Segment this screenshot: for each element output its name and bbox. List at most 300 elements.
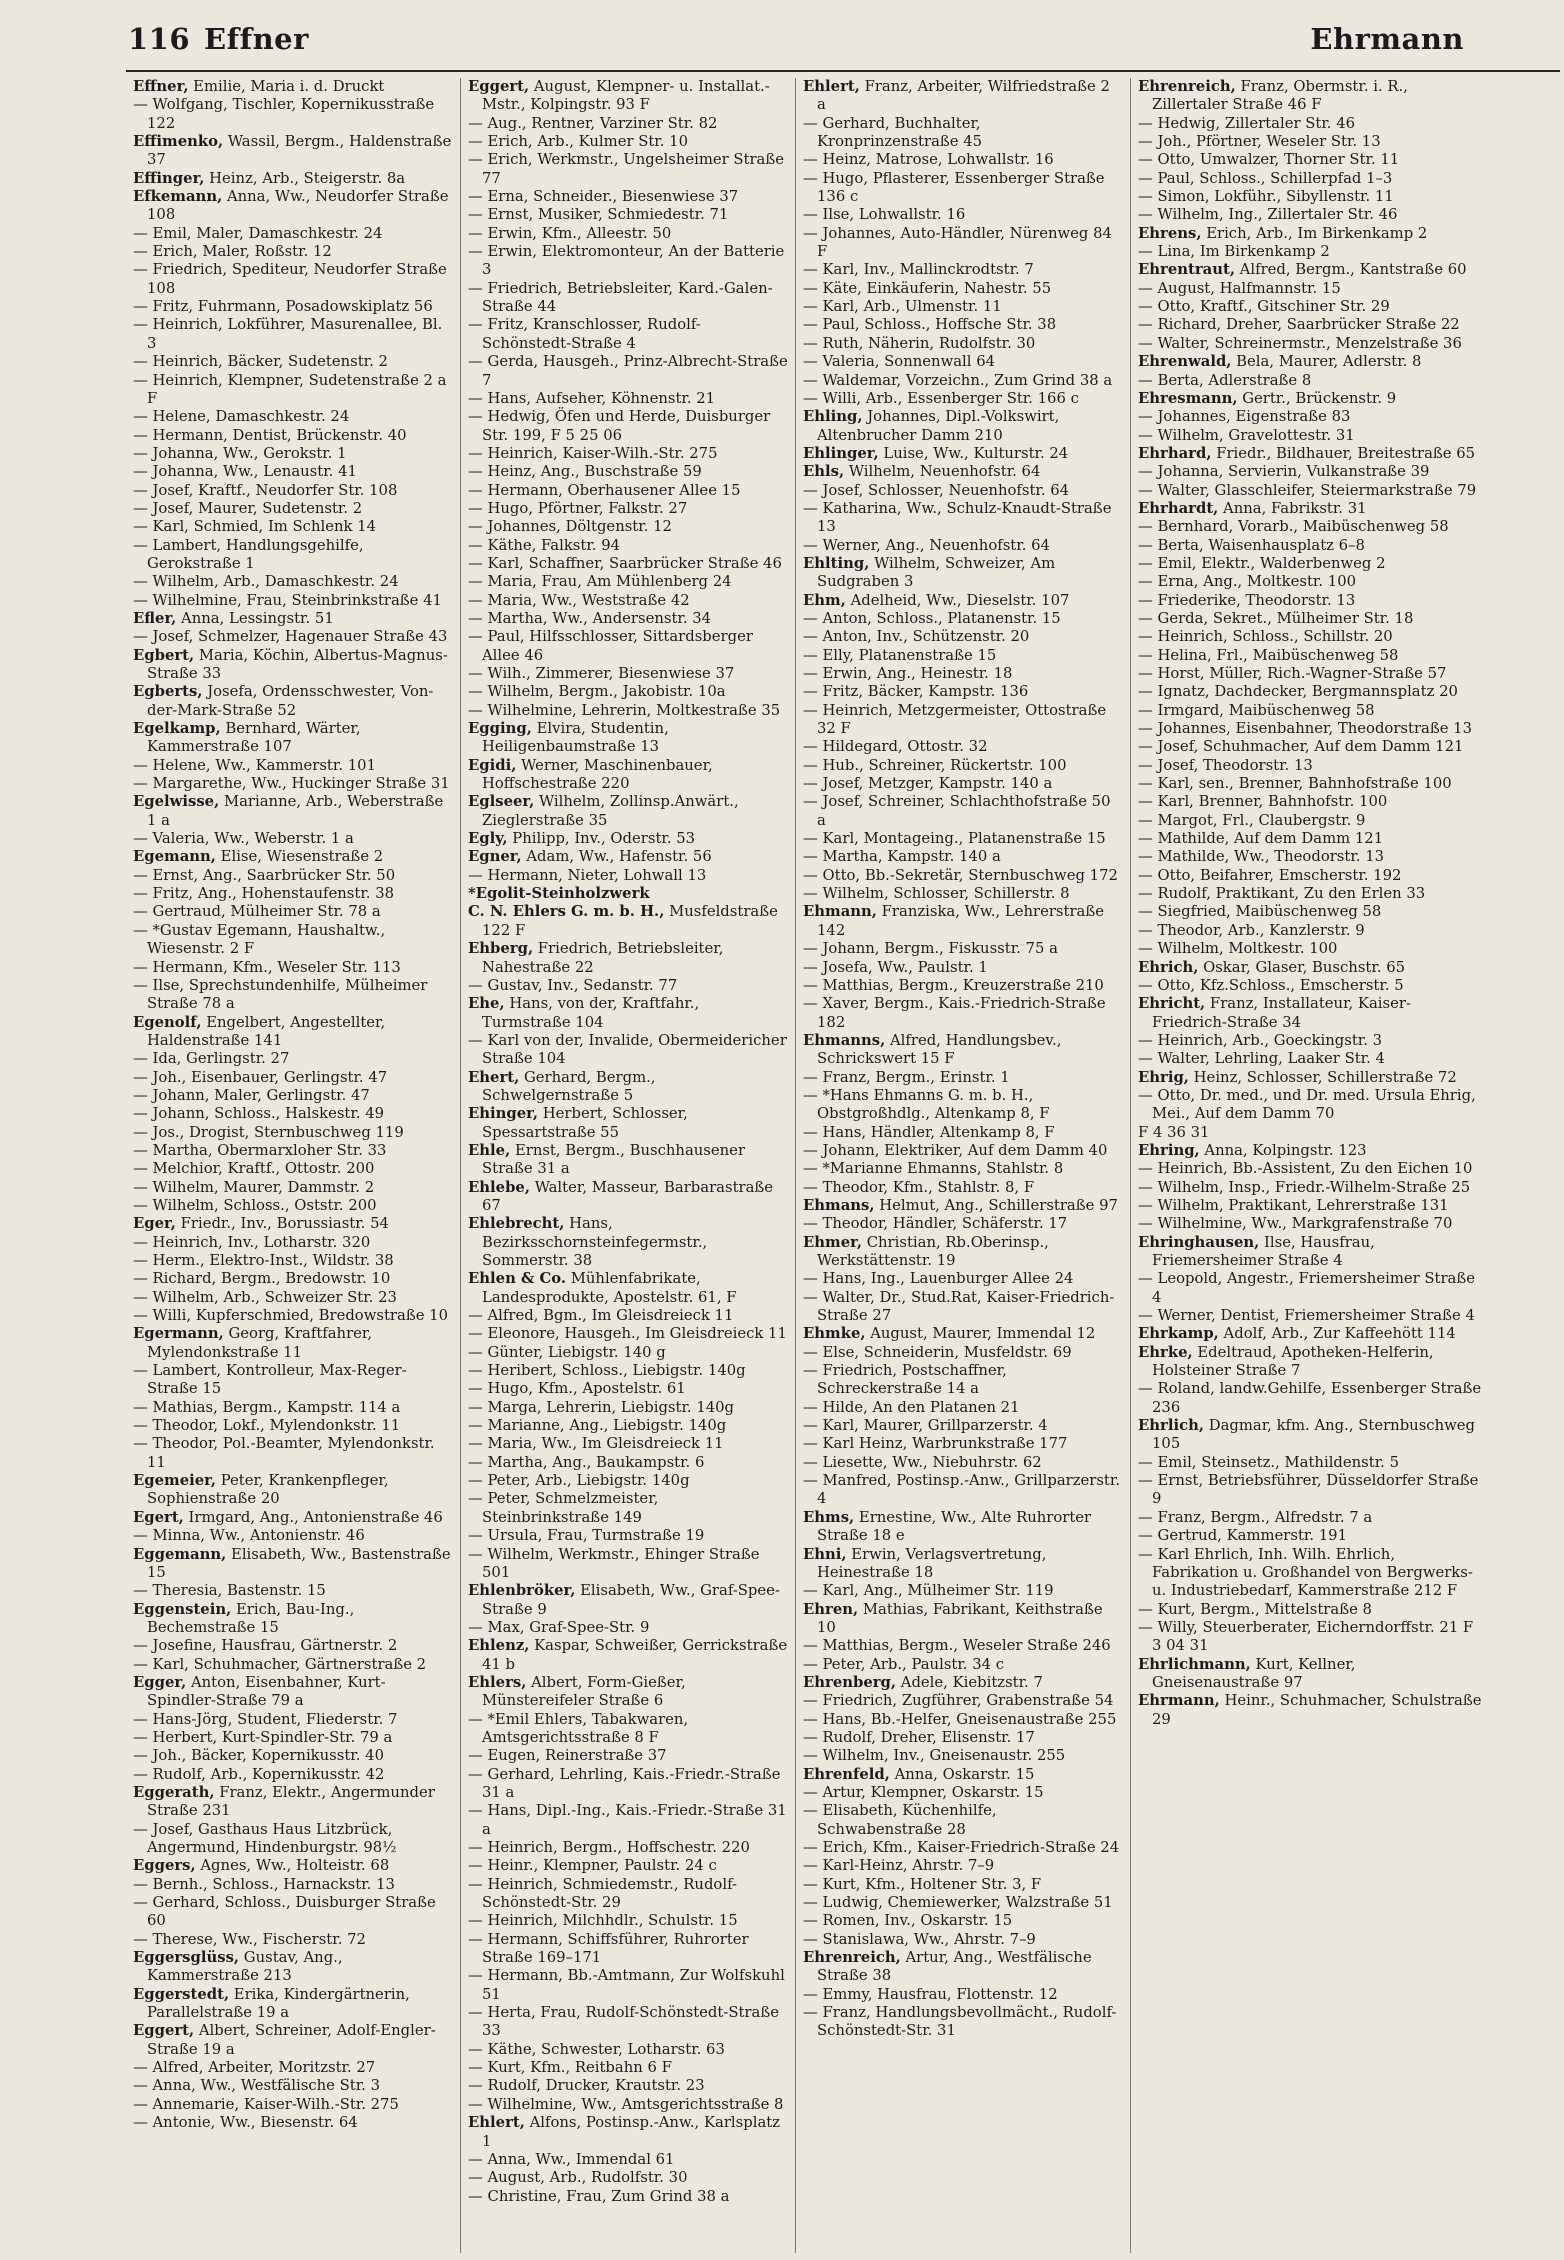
entry-details: — Berta, Waisenhausplatz 6–8 bbox=[1138, 536, 1365, 554]
directory-entry bbox=[468, 1527, 788, 1545]
directory-entry bbox=[133, 1472, 453, 1509]
entry-details: Erwin, Verlagsvertretung, Heinestraße 18 bbox=[817, 1545, 1047, 1581]
entry-details: — Berta, Adlerstraße 8 bbox=[1138, 371, 1312, 389]
entry-details: — Karl, Montageing., Platanenstraße 15 bbox=[803, 830, 1106, 848]
directory-entry bbox=[468, 2169, 788, 2187]
directory-entry bbox=[1138, 243, 1484, 261]
entry-details: — Josef, Maurer, Sudetenstr. 2 bbox=[133, 499, 363, 517]
entry-surname: Ehmans, bbox=[803, 1196, 875, 1214]
entry-details: — Eugen, Reinerstraße 37 bbox=[468, 1747, 667, 1765]
directory-entry bbox=[1138, 353, 1484, 371]
directory-entry bbox=[133, 1087, 453, 1105]
directory-entry bbox=[1138, 280, 1484, 298]
directory-entry bbox=[133, 1307, 453, 1325]
entry-surname: Ehling, bbox=[803, 408, 863, 426]
directory-entry bbox=[803, 959, 1123, 977]
directory-entry bbox=[1138, 1656, 1484, 1693]
entry-details: Alfred, Handlungsbev., Schrickswert 15 F bbox=[817, 1031, 1062, 1068]
entry-surname: Effner, bbox=[133, 78, 189, 95]
entry-details: — Mathilde, Ww., Theodorstr. 13 bbox=[1138, 848, 1385, 866]
directory-entry bbox=[803, 1197, 1123, 1215]
entry-details: — Hermann, Nieter, Lohwall 13 bbox=[468, 866, 707, 884]
entry-details: — Martha, Ww., Andersenstr. 34 bbox=[468, 609, 712, 627]
entry-details: — Fritz, Kranschlosser, Rudolf-Schönstedt-Straße 4 bbox=[468, 316, 701, 352]
entry-details: — Ruth, Näherin, Rudolfstr. 30 bbox=[803, 334, 1036, 352]
entry-surname: Ehberg, bbox=[468, 940, 534, 958]
entry-details: — Heinrich, Schloss., Schillstr. 20 bbox=[1138, 628, 1393, 646]
entry-surname: Ehrich, bbox=[1138, 958, 1199, 976]
entry-details: — Erna, Ang., Moltkestr. 100 bbox=[1138, 573, 1357, 591]
directory-entry bbox=[468, 280, 788, 317]
directory-entry bbox=[468, 940, 788, 977]
entry-details: — Johann, Elektriker, Auf dem Damm 40 bbox=[803, 1141, 1108, 1159]
directory-entry bbox=[468, 1637, 788, 1674]
directory-entry bbox=[1138, 1527, 1484, 1545]
entry-details: Elisabeth, Ww., Bastenstraße 15 bbox=[147, 1545, 451, 1581]
directory-entry bbox=[468, 1380, 788, 1398]
entry-details: Oskar, Glaser, Buschstr. 65 bbox=[1198, 958, 1406, 976]
entry-details: — Erna, Schneider., Biesenwiese 37 bbox=[468, 188, 739, 206]
entry-details: — Hermann, Oberhausener Allee 15 bbox=[468, 481, 741, 499]
directory-entry bbox=[133, 1674, 453, 1711]
directory-entry bbox=[133, 1399, 453, 1417]
directory-entry bbox=[1138, 500, 1484, 518]
entry-details: — Emil, Steinsetz., Mathildenstr. 5 bbox=[1138, 1453, 1399, 1471]
directory-entry bbox=[133, 1417, 453, 1435]
entry-surname: Ehms, bbox=[803, 1508, 855, 1526]
directory-entry bbox=[133, 1105, 453, 1123]
directory-entry bbox=[133, 922, 453, 959]
directory-entry bbox=[1138, 573, 1484, 591]
directory-entry bbox=[468, 1490, 788, 1527]
directory-entry bbox=[803, 1546, 1123, 1583]
directory-entry bbox=[468, 1417, 788, 1435]
directory-entry bbox=[803, 1142, 1123, 1160]
entry-details: — Wilhelm, Schloss., Oststr. 200 bbox=[133, 1196, 377, 1214]
entry-details: Heinz, Schlosser, Schillerstraße 72 bbox=[1188, 1068, 1457, 1086]
entry-details: — Wilhelm, Ing., Zillertaler Str. 46 bbox=[1138, 206, 1398, 224]
entry-details: Friedr., Inv., Borussiastr. 54 bbox=[175, 1215, 389, 1233]
entry-details: — Friedrich, Zugführer, Grabenstraße 54 bbox=[803, 1692, 1114, 1710]
entry-details: — Karl, Schmied, Im Schlenk 14 bbox=[133, 518, 376, 536]
entry-surname: Ehlert, bbox=[803, 78, 860, 95]
directory-entry bbox=[133, 830, 453, 848]
directory-entry bbox=[1138, 1307, 1484, 1325]
directory-entry bbox=[468, 1454, 788, 1472]
directory-entry bbox=[803, 115, 1123, 152]
entry-details: — Otto, Kfz.Schloss., Emscherstr. 5 bbox=[1138, 976, 1404, 994]
directory-entry bbox=[133, 537, 453, 574]
directory-entry bbox=[468, 445, 788, 463]
page-header-left bbox=[128, 22, 309, 56]
entry-details: — Wilhelm, Inv., Gneisenaustr. 255 bbox=[803, 1747, 1066, 1765]
entry-details: — Hugo, Kfm., Apostelstr. 61 bbox=[468, 1380, 686, 1398]
entry-surname: Egemann, bbox=[133, 848, 216, 866]
entry-details: — Emil, Elektr., Walderbenweg 2 bbox=[1138, 554, 1386, 572]
entry-details: — Maria, Ww., Im Gleisdreieck 11 bbox=[468, 1435, 724, 1453]
directory-entry bbox=[1138, 1509, 1484, 1527]
entry-details: — Hans, Ing., Lauenburger Allee 24 bbox=[803, 1270, 1074, 1288]
entry-details: — Lambert, Kontrolleur, Max-Reger-Straße 15 bbox=[133, 1362, 407, 1398]
entry-details: — Karl, Brenner, Bahnhofstr. 100 bbox=[1138, 793, 1388, 811]
directory-entry bbox=[468, 1032, 788, 1069]
directory-entry bbox=[1138, 1380, 1484, 1417]
entry-details: — Wolfgang, Tischler, Kopernikusstraße 122 bbox=[133, 96, 435, 132]
directory-entry bbox=[133, 316, 453, 353]
directory-entry bbox=[468, 1270, 788, 1307]
column-4 bbox=[1131, 78, 1491, 2253]
directory-entry bbox=[468, 1362, 788, 1380]
entry-details: — Liesette, Ww., Niebuhrstr. 62 bbox=[803, 1453, 1042, 1471]
directory-entry bbox=[803, 1160, 1123, 1178]
directory-entry bbox=[1138, 372, 1484, 390]
entry-details: — Karl-Heinz, Ahrstr. 7–9 bbox=[803, 1857, 995, 1875]
directory-entry bbox=[133, 573, 453, 591]
entry-details: Bernhard, Wärter, Kammerstraße 107 bbox=[147, 720, 361, 756]
directory-entry bbox=[1138, 463, 1484, 481]
directory-entry bbox=[468, 1766, 788, 1803]
entry-surname: Ehringhausen, bbox=[1138, 1233, 1260, 1251]
directory-entry bbox=[133, 261, 453, 298]
entry-details: Gerhard, Bergm., Schwelgernstraße 5 bbox=[482, 1068, 656, 1104]
directory-entry bbox=[133, 372, 453, 409]
entry-details: — Valeria, Ww., Weberstr. 1 a bbox=[133, 830, 354, 848]
entry-details: — Matthias, Bergm., Kreuzerstraße 210 bbox=[803, 976, 1104, 994]
directory-entry bbox=[1138, 647, 1484, 665]
entry-details: — Wilhelm, Bergm., Jakobistr. 10a bbox=[468, 683, 726, 701]
entry-surname: Ehresmann, bbox=[1138, 389, 1238, 407]
entry-details: — Hedwig, Öfen und Herde, Duisburger Str. 199, F 5 25 06 bbox=[468, 408, 771, 444]
directory-entry bbox=[468, 537, 788, 555]
entry-surname: Ehlert, bbox=[468, 2114, 525, 2132]
directory-entry bbox=[133, 867, 453, 885]
entry-details: — August, Arb., Rudolfstr. 30 bbox=[468, 2169, 688, 2187]
entry-details: — Karl von der, Invalide, Obermeidericher Straße 104 bbox=[468, 1031, 787, 1068]
directory-entry bbox=[468, 1105, 788, 1142]
entry-details: Josefa, Ordensschwester, Von-der-Mark-Straße 52 bbox=[147, 683, 434, 719]
directory-entry bbox=[1138, 133, 1484, 151]
entry-details: — *Hans Ehmanns G. m. b. H., Obstgroßhdlg., Altenkamp 8, F bbox=[803, 1086, 1050, 1123]
entry-details: — Theodor, Händler, Schäferstr. 17 bbox=[803, 1215, 1068, 1233]
directory-entry bbox=[803, 1325, 1123, 1343]
entry-details: Mathias, Fabrikant, Keithstraße 10 bbox=[817, 1600, 1103, 1636]
entry-details: — Minna, Ww., Antonienstr. 46 bbox=[133, 1527, 365, 1545]
directory-entry bbox=[468, 665, 788, 683]
directory-entry bbox=[468, 206, 788, 224]
entry-details: — Otto, Bb.-Sekretär, Sternbuschweg 172 bbox=[803, 866, 1118, 884]
directory-entry bbox=[1138, 408, 1484, 426]
entry-details: — Hugo, Pförtner, Falkstr. 27 bbox=[468, 499, 688, 517]
entry-details: — Theodor, Pol.-Beamter, Mylendonkstr. 11 bbox=[133, 1435, 435, 1471]
entry-details: — Theodor, Kfm., Stahlstr. 8, F bbox=[803, 1178, 1035, 1196]
entry-surname: Egelkamp, bbox=[133, 720, 221, 738]
entry-details: — Richard, Bergm., Bredowstr. 10 bbox=[133, 1270, 391, 1288]
directory-entry bbox=[468, 628, 788, 665]
entry-details: — Gertraud, Mülheimer Str. 78 a bbox=[133, 903, 381, 921]
column-1 bbox=[126, 78, 461, 2253]
entry-surname: Ehmann, bbox=[803, 903, 877, 921]
entry-details: — Heinrich, Bb.-Assistent, Zu den Eichen 10 bbox=[1138, 1160, 1473, 1178]
directory-entry bbox=[803, 628, 1123, 646]
entry-details: Johannes, Dipl.-Volkswirt, Altenbrucher Damm 210 bbox=[817, 408, 1060, 444]
directory-entry bbox=[1138, 555, 1484, 573]
entry-details: — Ignatz, Dachdecker, Bergmannsplatz 20 bbox=[1138, 683, 1458, 701]
directory-entry bbox=[468, 2151, 788, 2169]
entry-details: Adele, Kiebitzstr. 7 bbox=[896, 1673, 1043, 1691]
entry-details: — Helina, Frl., Maibüschenweg 58 bbox=[1138, 646, 1399, 664]
directory-entry bbox=[1138, 683, 1484, 701]
entry-details: — Herm., Elektro-Inst., Wildstr. 38 bbox=[133, 1252, 394, 1269]
entry-details: Hans, von der, Kraftfahr., Turmstraße 104 bbox=[482, 995, 700, 1031]
entry-details: — Walter, Schreinermstr., Menzelstraße 36 bbox=[1138, 334, 1462, 352]
directory-entry bbox=[803, 738, 1123, 756]
entry-details: — Rudolf, Drucker, Krautstr. 23 bbox=[468, 2077, 705, 2095]
directory-entry bbox=[133, 977, 453, 1014]
directory-entry bbox=[1138, 592, 1484, 610]
entry-details: Erich, Bau-Ing., Bechemstraße 15 bbox=[147, 1600, 355, 1636]
entry-details: Franz, Arbeiter, Wilfriedstraße 2 a bbox=[817, 78, 1110, 114]
entry-details: — Heinrich, Lokführer, Masurenallee, Bl. 3 bbox=[133, 316, 443, 352]
directory-entry bbox=[468, 390, 788, 408]
entry-details: — Heinz, Ang., Buschstraße 59 bbox=[468, 463, 702, 481]
entry-surname: Ehmanns, bbox=[803, 1031, 886, 1049]
directory-entry bbox=[468, 903, 788, 940]
directory-entry bbox=[133, 1931, 453, 1949]
entry-details: — Rudolf, Dreher, Elisenstr. 17 bbox=[803, 1728, 1035, 1746]
entry-surname: Egger, bbox=[133, 1673, 187, 1691]
entry-surname: Ehrenreich, bbox=[803, 1949, 901, 1967]
page-header-right: Ehrmann bbox=[1310, 22, 1464, 56]
entry-details: — Willy, Steuerberater, Eicherndorffstr. 21 F 3 04 31 bbox=[1138, 1618, 1474, 1655]
entry-details: — Otto, Beifahrer, Emscherstr. 192 bbox=[1138, 866, 1402, 884]
directory-entry bbox=[803, 903, 1123, 940]
directory-entry bbox=[468, 2096, 788, 2114]
directory-entry bbox=[803, 225, 1123, 262]
entry-details: — Fritz, Fuhrmann, Posadowskiplatz 56 bbox=[133, 298, 433, 316]
entry-surname: Ehrentraut, bbox=[1138, 261, 1235, 279]
entry-details: — Hans, Dipl.-Ing., Kais.-Friedr.-Straße 31 a bbox=[468, 1802, 787, 1838]
entry-details: — Walter, Dr., Stud.Rat, Kaiser-Friedrich-Straße 27 bbox=[803, 1288, 1115, 1325]
directory-entry bbox=[133, 408, 453, 426]
entry-details: — Antonie, Ww., Biesenstr. 64 bbox=[133, 2114, 358, 2132]
entry-details: — Bernh., Schloss., Harnackstr. 13 bbox=[133, 1875, 395, 1893]
entry-surname: Efkemann, bbox=[133, 188, 223, 206]
entry-details: — Romen, Inv., Oskarstr. 15 bbox=[803, 1912, 1013, 1930]
entry-details: Wassil, Bergm., Haldenstraße 37 bbox=[147, 133, 452, 169]
entry-details: — Franz, Handlungsbevollmächt., Rudolf-Schönstedt-Str. 31 bbox=[803, 2004, 1117, 2040]
entry-details: — Josef, Gasthaus Haus Litzbrück, Angermund, Hindenburgstr. 98½ bbox=[133, 1820, 397, 1856]
entry-surname: Ehls, bbox=[803, 463, 845, 481]
entry-details: — Kurt, Kfm., Holtener Str. 3, F bbox=[803, 1875, 1042, 1893]
entry-details: Maria, Köchin, Albertus-Magnus-Straße 33 bbox=[147, 646, 448, 682]
entry-details: Adolf, Arb., Zur Kaffeehött 114 bbox=[1218, 1325, 1456, 1343]
directory-entry bbox=[468, 1472, 788, 1490]
directory-entry bbox=[468, 1857, 788, 1875]
directory-entry bbox=[1138, 298, 1484, 316]
entry-details: — Bernhard, Vorarb., Maibüschenweg 58 bbox=[1138, 518, 1449, 536]
entry-surname: Ehrenwald, bbox=[1138, 353, 1232, 371]
entry-details: — Ida, Gerlingstr. 27 bbox=[133, 1050, 290, 1068]
entry-details: Erika, Kindergärtnerin, Parallelstraße 19 a bbox=[147, 1985, 410, 2022]
entry-details: — Johann, Schloss., Halskestr. 49 bbox=[133, 1105, 385, 1123]
directory-entry bbox=[133, 1747, 453, 1765]
entry-details: Wilhelm, Neuenhofstr. 64 bbox=[844, 463, 1041, 481]
entry-details: — Irmgard, Maibüschenweg 58 bbox=[1138, 701, 1375, 719]
directory-entry bbox=[468, 1931, 788, 1968]
entry-details: Franz, Elektr., Angermunder Straße 231 bbox=[147, 1783, 435, 1820]
entry-details: Edeltraud, Apotheken-Helferin, Holsteiner Straße 7 bbox=[1152, 1343, 1434, 1380]
directory-entry bbox=[133, 1986, 453, 2023]
entry-details: — Melchior, Kraftf., Ottostr. 200 bbox=[133, 1160, 375, 1178]
directory-entry bbox=[1138, 206, 1484, 224]
directory-entry bbox=[133, 720, 453, 757]
directory-entry bbox=[133, 757, 453, 775]
entry-details: Heinr., Schuhmacher, Schulstraße 29 bbox=[1152, 1692, 1482, 1728]
directory-entry bbox=[1138, 1215, 1484, 1233]
directory-entry bbox=[803, 1674, 1123, 1692]
entry-details: Ilse, Hausfrau, Friemersheimer Straße 4 bbox=[1152, 1233, 1375, 1269]
entry-details: — Lambert, Handlungsgehilfe, Gerokstraße 1 bbox=[133, 536, 364, 572]
entry-details: Engelbert, Angestellter, Haldenstraße 141 bbox=[147, 1013, 386, 1049]
entry-details: — Mathias, Bergm., Kampstr. 114 a bbox=[133, 1398, 401, 1416]
entry-details: — Heinrich, Kaiser-Wilh.-Str. 275 bbox=[468, 444, 718, 462]
entry-surname: Eggemann, bbox=[133, 1545, 227, 1563]
directory-entry bbox=[468, 133, 788, 151]
entry-details: — Ilse, Sprechstundenhilfe, Mülheimer Straße 78 a bbox=[133, 976, 428, 1013]
directory-entry bbox=[803, 78, 1123, 115]
directory-entry bbox=[803, 1711, 1123, 1729]
directory-entry bbox=[803, 1124, 1123, 1142]
directory-entry bbox=[803, 757, 1123, 775]
entry-details: Gustav, Ang., Kammerstraße 213 bbox=[147, 1949, 343, 1985]
directory-entry bbox=[468, 2059, 788, 2077]
directory-entry bbox=[803, 463, 1123, 481]
entry-details: Dagmar, kfm. Ang., Sternbuschweg 105 bbox=[1152, 1417, 1475, 1453]
directory-entry bbox=[803, 555, 1123, 592]
directory-entry bbox=[803, 1601, 1123, 1638]
directory-entry bbox=[803, 1344, 1123, 1362]
entry-details: — Helene, Ww., Kammerstr. 101 bbox=[133, 756, 376, 774]
entry-details: — Matthias, Bergm., Weseler Straße 246 bbox=[803, 1637, 1111, 1655]
directory-entry bbox=[803, 2004, 1123, 2041]
directory-entry bbox=[468, 592, 788, 610]
entry-surname: C. N. Ehlers G. m. b. H., bbox=[468, 903, 665, 921]
entry-details: — Gustav, Inv., Sedanstr. 77 bbox=[468, 976, 678, 994]
entry-surname: Ehrlich, bbox=[1138, 1417, 1204, 1435]
entry-details: — Otto, Kraftf., Gitschiner Str. 29 bbox=[1138, 298, 1390, 316]
entry-details: — Max, Graf-Spee-Str. 9 bbox=[468, 1618, 650, 1636]
directory-entry bbox=[468, 1142, 788, 1179]
entry-details: — Theresia, Bastenstr. 15 bbox=[133, 1582, 326, 1600]
entry-surname: Ehren, bbox=[803, 1600, 859, 1618]
directory-entry bbox=[133, 1362, 453, 1399]
directory-entry bbox=[803, 1032, 1123, 1069]
entry-surname: Eggert, bbox=[468, 78, 530, 95]
entry-details: — Friedrich, Spediteur, Neudorfer Straße 108 bbox=[133, 261, 447, 297]
directory-entry bbox=[133, 848, 453, 866]
directory-entry bbox=[468, 500, 788, 518]
entry-details: Herbert, Schlosser, Spessartstraße 55 bbox=[482, 1105, 688, 1141]
directory-entry bbox=[133, 1252, 453, 1270]
directory-entry bbox=[468, 225, 788, 243]
entry-details: — *Marianne Ehmanns, Stahlstr. 8 bbox=[803, 1160, 1064, 1178]
directory-entry bbox=[133, 1289, 453, 1307]
entry-details: — Heinrich, Bergm., Hoffschestr. 220 bbox=[468, 1839, 750, 1856]
entry-details: — Gerhard, Lehrling, Kais.-Friedr.-Straße 31 a bbox=[468, 1765, 781, 1801]
directory-entry bbox=[803, 977, 1123, 995]
entry-details: — Hans-Jörg, Student, Fliederstr. 7 bbox=[133, 1710, 398, 1728]
entry-details: Anton, Eisenbahner, Kurt-Spindler-Straße 79 a bbox=[147, 1673, 386, 1710]
entry-details: — Josefa, Ww., Paulstr. 1 bbox=[803, 958, 988, 976]
entry-details: — Ernst, Betriebsführer, Düsseldorfer Straße 9 bbox=[1138, 1472, 1479, 1508]
directory-entry bbox=[468, 683, 788, 701]
directory-entry bbox=[803, 1270, 1123, 1288]
directory-entry bbox=[803, 610, 1123, 628]
entry-details: — Käthe, Falkstr. 94 bbox=[468, 536, 621, 554]
directory-entry bbox=[1138, 188, 1484, 206]
directory-entry bbox=[468, 1619, 788, 1637]
directory-entry bbox=[468, 2077, 788, 2095]
directory-entry bbox=[133, 1435, 453, 1472]
entry-details: Werner, Maschinenbauer, Hoffschestraße 220 bbox=[482, 756, 713, 793]
entry-details: Gertr., Brückenstr. 9 bbox=[1237, 389, 1397, 407]
directory-entry bbox=[133, 1784, 453, 1821]
entry-details: — Lina, Im Birkenkamp 2 bbox=[1138, 243, 1330, 261]
entry-details: — Walter, Glasschleifer, Steiermarkstraße 79 bbox=[1138, 481, 1477, 499]
entry-surname: Egidi, bbox=[468, 756, 517, 774]
directory-entry bbox=[468, 573, 788, 591]
entry-details: Philipp, Inv., Oderstr. 53 bbox=[507, 830, 696, 848]
entry-details: — Karl, Schaffner, Saarbrücker Straße 46 bbox=[468, 554, 782, 572]
directory-entry bbox=[468, 702, 788, 720]
directory-entry bbox=[133, 610, 453, 628]
directory-entry bbox=[468, 1344, 788, 1362]
entry-details: Franziska, Ww., Lehrerstraße 142 bbox=[817, 903, 1104, 939]
directory-entry bbox=[1138, 518, 1484, 536]
entry-details: Franz, Installateur, Kaiser-Friedrich-Straße 34 bbox=[1152, 995, 1411, 1031]
directory-entry bbox=[803, 408, 1123, 445]
entry-details: Adelheid, Ww., Dieselstr. 107 bbox=[845, 591, 1070, 609]
directory-entry bbox=[133, 1766, 453, 1784]
entry-surname: Ehrke, bbox=[1138, 1343, 1193, 1361]
directory-entry bbox=[1138, 720, 1484, 738]
entry-surname: Effinger, bbox=[133, 169, 205, 187]
entry-details: — Johannes, Auto-Händler, Nürenweg 84 F bbox=[803, 224, 1112, 261]
entry-details: — Joh., Pförtner, Weseler Str. 13 bbox=[1138, 133, 1381, 151]
entry-surname: Ehrhard, bbox=[1138, 444, 1212, 462]
entry-details: Anna, Fabrikstr. 31 bbox=[1218, 499, 1367, 517]
entry-surname: Egemeier, bbox=[133, 1472, 217, 1490]
entry-details: — Erwin, Kfm., Alleestr. 50 bbox=[468, 224, 672, 242]
directory-entry bbox=[133, 628, 453, 646]
header-left-name: Effner bbox=[204, 22, 309, 56]
entry-details: — Marianne, Ang., Liebigstr. 140g bbox=[468, 1417, 727, 1435]
entry-details: Alfred, Bergm., Kantstraße 60 bbox=[1234, 261, 1467, 279]
directory-entry bbox=[803, 298, 1123, 316]
directory-entry bbox=[803, 647, 1123, 665]
directory-entry bbox=[468, 2041, 788, 2059]
directory-entry bbox=[1138, 427, 1484, 445]
entry-details: Wilhelm, Schweizer, Am Sudgraben 3 bbox=[817, 554, 1056, 591]
entry-details: Heinz, Arb., Steigerstr. 8a bbox=[204, 169, 406, 187]
entry-surname: Ehrkamp, bbox=[1138, 1325, 1219, 1343]
entry-details: Ernst, Bergm., Buschhausener Straße 31 a bbox=[482, 1141, 746, 1178]
entry-surname: Ehlen & Co. bbox=[468, 1270, 567, 1288]
directory-entry bbox=[1138, 665, 1484, 683]
directory-entry bbox=[803, 1289, 1123, 1326]
entry-details: Kurt, Kellner, Gneisenaustraße 97 bbox=[1152, 1655, 1356, 1691]
directory-entry bbox=[1138, 848, 1484, 866]
